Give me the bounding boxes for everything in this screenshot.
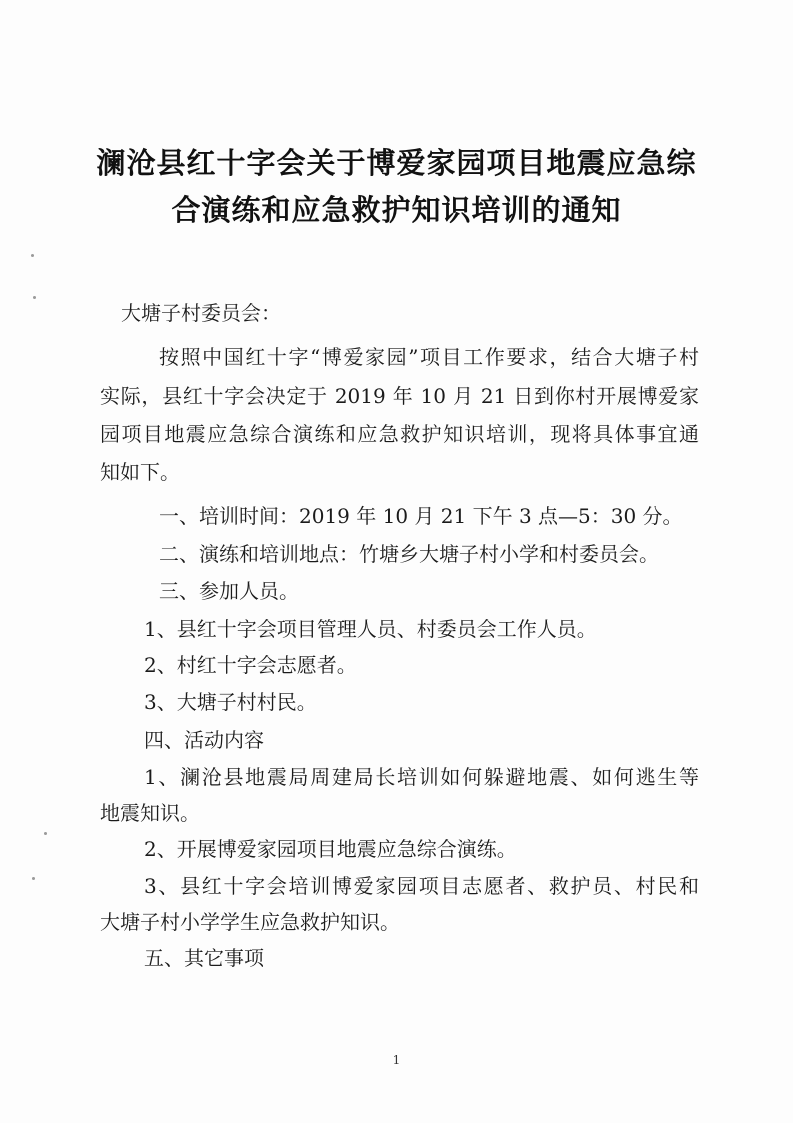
list-item-continuation: 地震知识。: [100, 801, 200, 825]
scan-speck: [31, 254, 34, 257]
list-item: 3、大塘子村村民。: [144, 690, 317, 714]
section-heading: 五、其它事项: [144, 946, 264, 970]
section-heading: 二、演练和培训地点：竹塘乡大塘子村小学和村委员会。: [159, 542, 659, 566]
section-heading: 四、活动内容: [144, 728, 264, 752]
paragraph-line: 实际，县红十字会决定于 2019 年 10 月 21 日到你村开展博爱家: [100, 384, 699, 408]
paragraph-line: 按照中国红十字“博爱家园”项目工作要求，结合大塘子村: [159, 345, 699, 369]
list-item: 2、开展博爱家园项目地震应急综合演练。: [144, 837, 517, 861]
document-title-line-2: 合演练和应急救护知识培训的通知: [171, 193, 622, 227]
section-heading: 三、参加人员。: [159, 579, 299, 603]
list-item: 1、县红十字会项目管理人员、村委员会工作人员。: [144, 617, 597, 641]
scan-speck: [44, 832, 47, 835]
document-title-line-1: 澜沧县红十字会关于博爱家园项目地震应急综: [96, 146, 697, 180]
paragraph-line: 园项目地震应急综合演练和应急救护知识培训，现将具体事宜通: [100, 422, 699, 446]
list-item: 2、村红十字会志愿者。: [144, 653, 357, 677]
scan-speck: [32, 877, 35, 880]
page-number: 1: [392, 1053, 401, 1067]
list-item-continuation: 大塘子村小学学生应急救护知识。: [100, 910, 400, 934]
paragraph-line: 知如下。: [100, 460, 180, 484]
section-heading: 一、培训时间：2019 年 10 月 21 下午 3 点—5：30 分。: [159, 504, 683, 528]
list-item: 1、澜沧县地震局周建局长培训如何躲避地震、如何逃生等: [144, 765, 699, 789]
salutation: 大塘子村委员会：: [121, 301, 281, 325]
list-item: 3、县红十字会培训博爱家园项目志愿者、救护员、村民和: [144, 874, 699, 898]
scan-speck: [33, 296, 36, 299]
